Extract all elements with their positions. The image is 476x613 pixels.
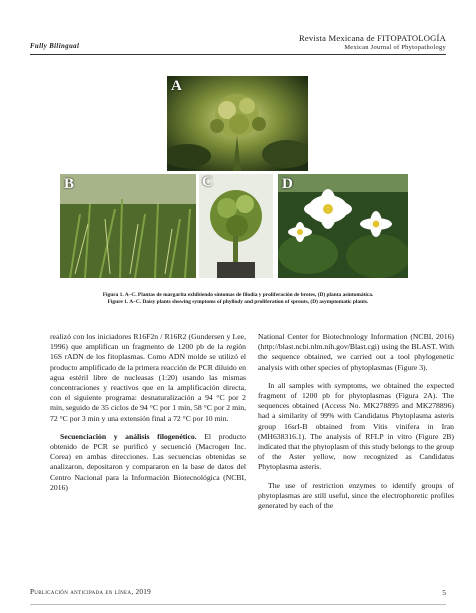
figure-caption — [44, 292, 432, 306]
figure-panel-d — [278, 174, 408, 278]
paragraph: The use of restriction enzymes to identify groups of phytoplasmas are still useful, since the electrophoretic profiles generated by each of the — [258, 480, 454, 511]
figure-panel-b — [60, 174, 196, 278]
figure-panel-c — [199, 174, 273, 278]
section-heading: Secuenciación y análisis filogenético. — [60, 431, 197, 441]
left-column — [50, 332, 246, 501]
paragraph: realizó con los iniciadores R16F2n / R16R2 (Gundersen y Lee, 1996) que amplifican un fragmento de 1200 pb de la región 16S rADN de los fitoplasmas. Como ADN molde se utilizó el producto amplificado de la primera reacción de PCR diluido en agua estéril libre de nucleasas (1:20) usando las mismas concentraciones y reactivos que en la amplificación directa, con el siguiente programa: desnaturalización a 94 °C por 2 min, seguido de 35 ciclos de 94 °C por 1 min, 58 °C por 2 min, 72 °C por 3 min y una extensión final a 72 °C por 10 min. — [50, 332, 246, 423]
figure-caption-en: Figure 1. A–C. Daisy plants showing symptoms of phyllody and proliferation of sprouts, (D) asymptomatic plants. — [107, 299, 369, 305]
paragraph — [50, 432, 246, 493]
page-number: 5 — [442, 588, 446, 597]
photo-daisy-phyllody-b — [60, 174, 196, 278]
paragraph: In all samples with symptoms, we obtained the expected fragment of 1200 pb for phytoplasmas (Figura 2A). The sequences obtained (Access No. MK278895 and MK278896) had a similarity of 99% with Candidatus Phytoplasma asteris group 16srI-B obtained from Vitis vinifera in Iran (MH638316.1). The analysis of RFLP in vitro (Figure 2B) indicated that the phytoplasm of this study belongs to the group of the Aster yellow, now recognized as Candidatus Phytoplasma asteris. — [258, 380, 454, 472]
photo-daisy-phyllody-a — [167, 76, 308, 171]
panel-label-c: C — [202, 174, 213, 190]
panel-label-a: A — [171, 78, 182, 94]
figure-caption-es: Figura 1. A–C. Plantas de margarita exhibiendo síntomas de filodia y proliferación de brotes, (D) planta asintomática. — [102, 292, 374, 298]
footer-publication-note: Publicación anticipada en línea, 2019 — [30, 588, 152, 596]
journal-title-es: Revista Mexicana de FITOPATOLOGÍA — [298, 33, 446, 43]
paragraph: National Center for Biotechnology Information (NCBI, 2016) (http://blast.ncbi.nlm.nih.gov/Blast.cgi) using the BLAST. With the sequence obtained, we carried out a tool phylogenetic analysis with other species of phytoplasmas (Figure 3). — [258, 332, 454, 372]
right-column — [258, 332, 454, 519]
figure-panel-a — [167, 76, 308, 171]
running-head: Fully Bilingual — [30, 43, 80, 50]
footer-rule — [30, 604, 446, 605]
header-rule — [30, 54, 446, 55]
panel-label-b: B — [64, 176, 75, 192]
photo-asymptomatic-daisy-d — [278, 174, 408, 278]
paragraph-text: El producto obtenido de PCR se purificó y secuenció (Macrogen Inc. Corea) en ambas direcciones. Las secuencias obtenidas se analizaron, depositaron y compararon en la base de datos del Centro Nacional para la Información Biotecnológica (NCBI, 2016) — [50, 431, 246, 492]
panel-label-d: D — [282, 176, 293, 192]
journal-title-en: Mexican Journal of Phytopathology — [344, 44, 446, 51]
